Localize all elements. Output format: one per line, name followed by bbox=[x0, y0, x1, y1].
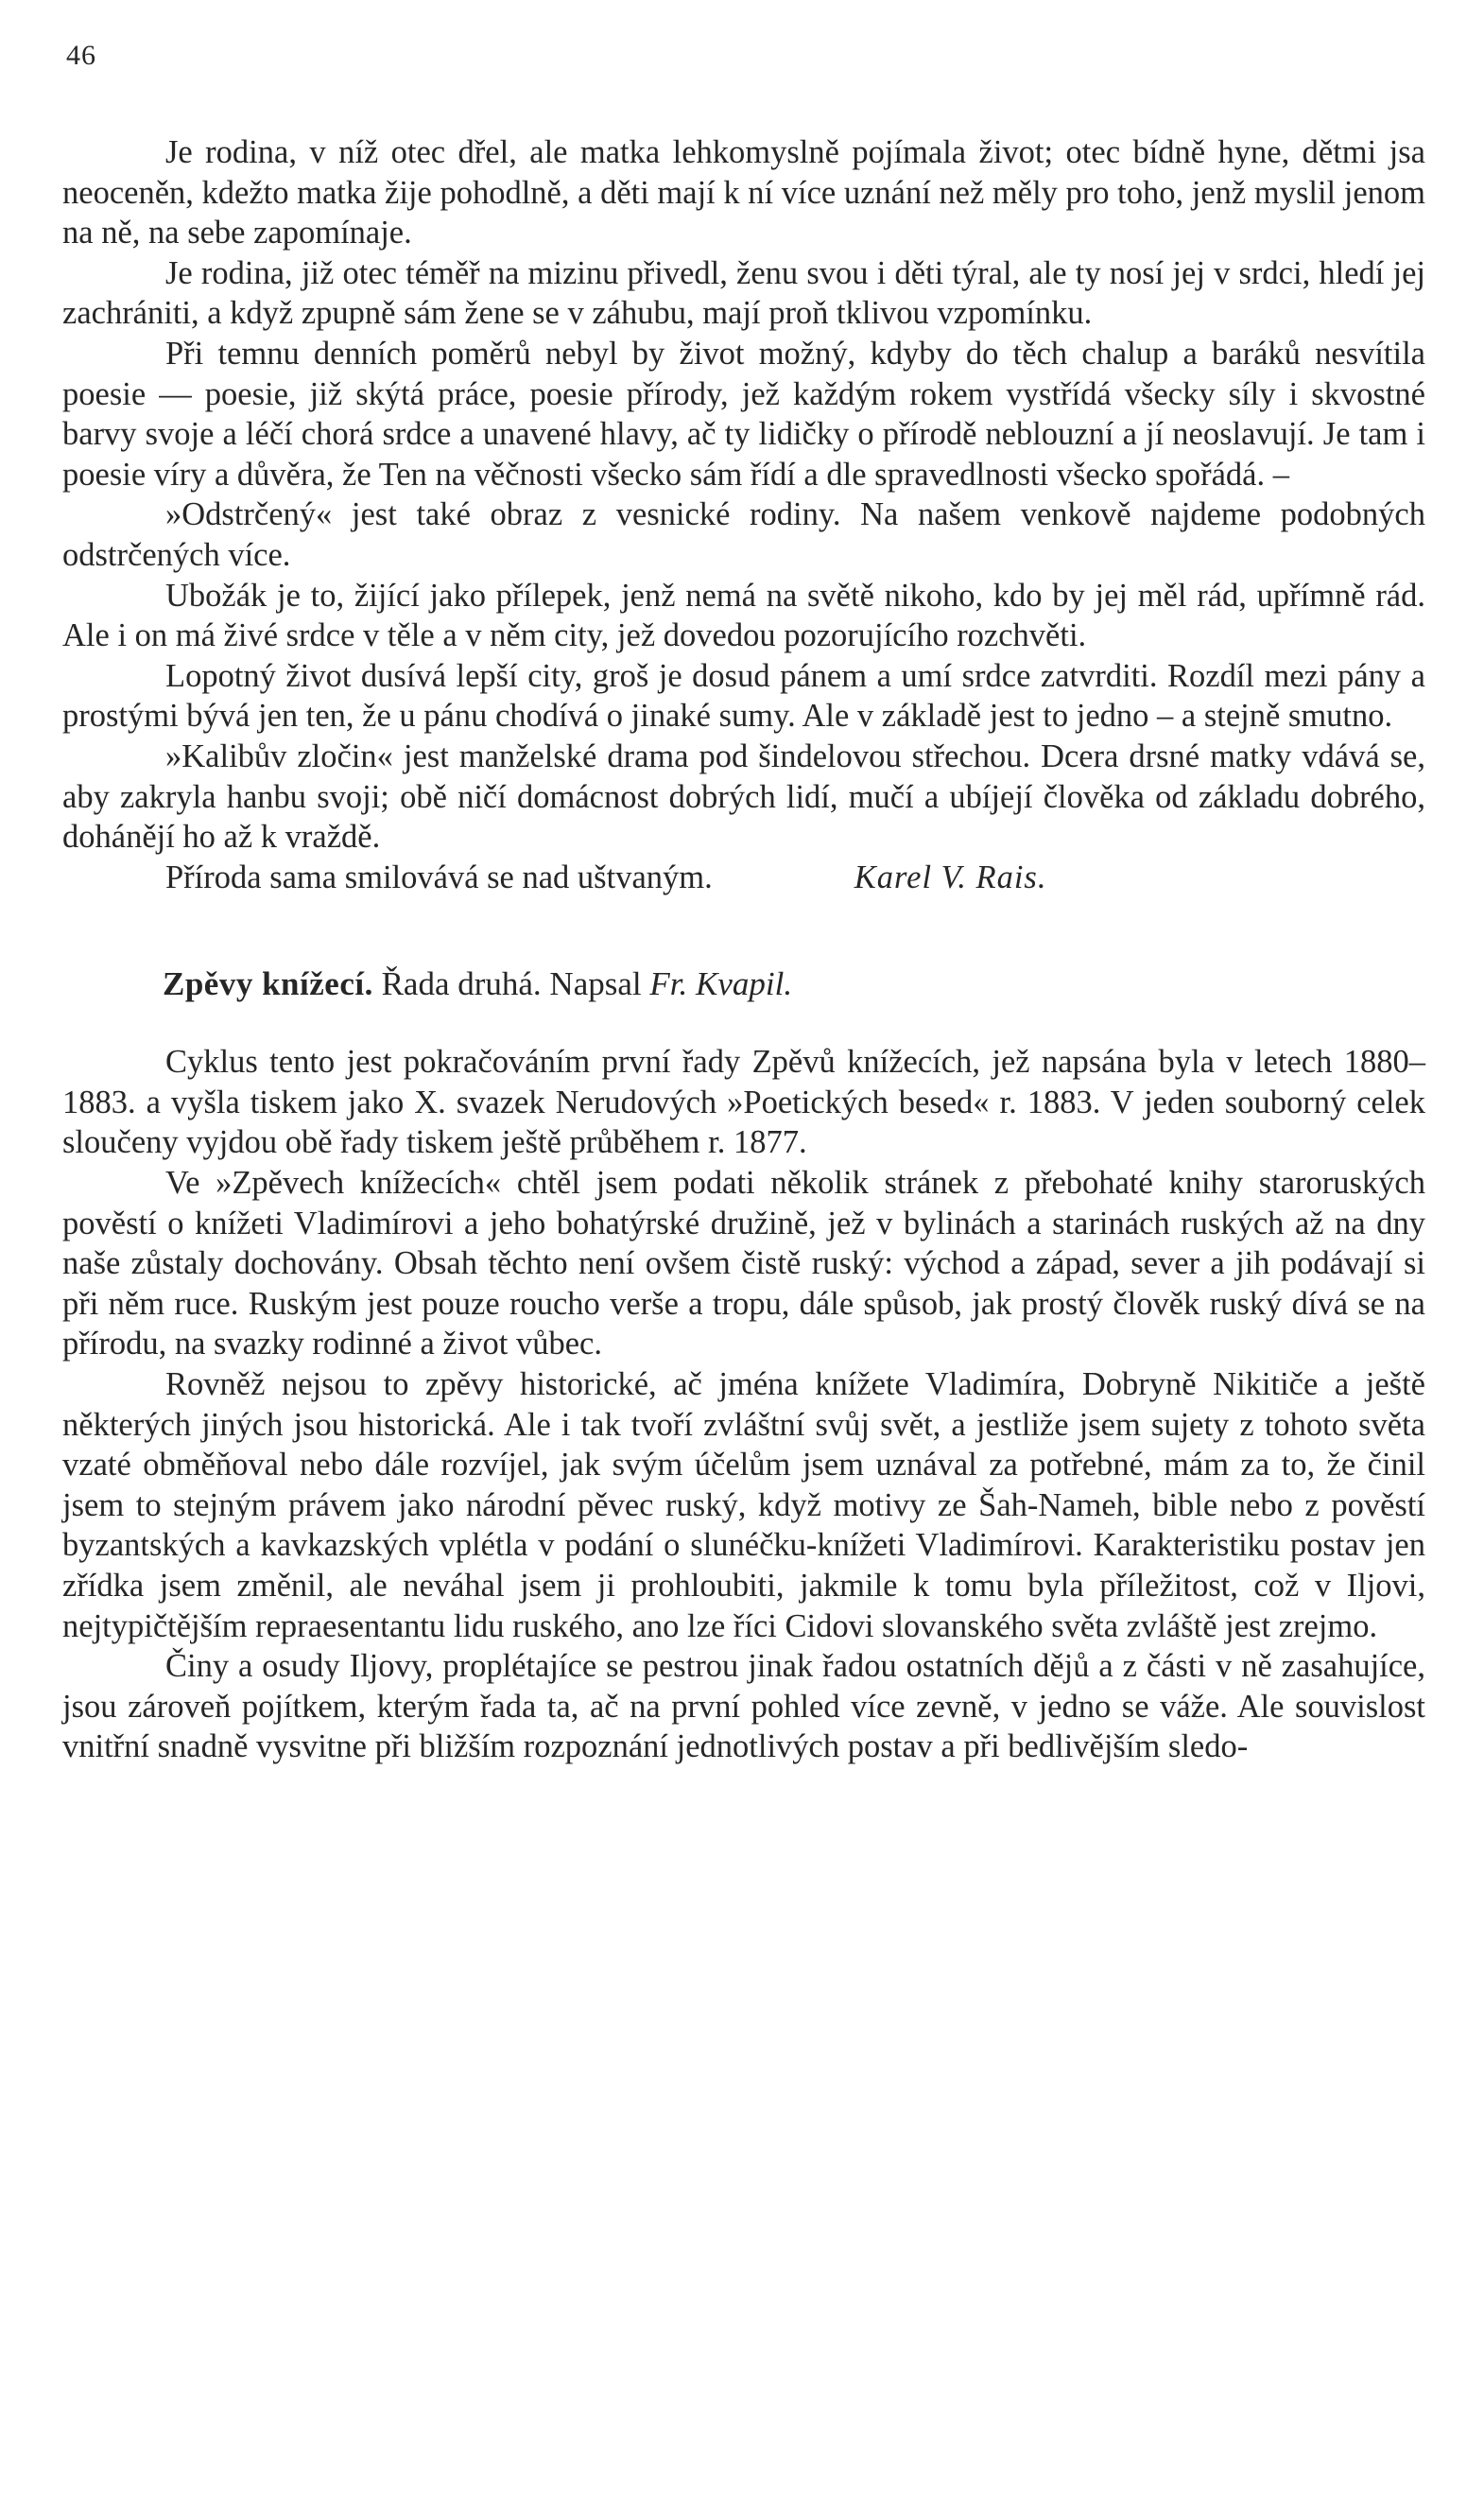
author-signature: Karel V. Rais. bbox=[854, 859, 1047, 895]
paragraph: »Odstrčený« jest také obraz z vesnické rodiny. Na našem venkově najdeme podobných odstrčených více. bbox=[62, 496, 1425, 573]
paragraph: Činy a osudy Iljovy, proplétajíce se pestrou jinak řadou ostatních dějů a z části v ně zasahujíce, jsou zároveň pojítkem, kterým řada ta, ač na první pohled více zevně, v jedno se váže. Ale souvislost vnitřní snadně vysvitne při bližším rozpoznání jednotlivých postav a při bedlivějším sledo- bbox=[62, 1648, 1425, 1765]
paragraph: Rovněž nejsou to zpěvy historické, ač jména knížete Vladimíra, Dobryně Nikitiče a ještě některých jiných jsou historická. Ale i tak tvoří zvláštní svůj svět, a jestliže jsem sujety z tohoto světa vzaté obměňoval nebo dále rozvíjel, jak svým účelům jsem uznával za potřebné, mám za to, že činil jsem to stejným právem jako národní pěvec ruský, když motivy ze Šah-Nameh, bible nebo z pověstí byzantských a kavkazských vplétla v podání o slunéčku-knížeti Vladimírovi. Karakteristiku postav jen zřídka jsem změnil, ale neváhal jsem ji prohloubiti, jakmile k tomu byla příležitost, což v Iljovi, nejtypičtějším repraesentantu lidu ruského, ano lze říci Cidovi slovanského světa zvláště jest zrejmo. bbox=[62, 1366, 1425, 1644]
closing-sentence: Příroda sama smilovává se nad uštvaným. bbox=[165, 859, 713, 895]
page-number: 46 bbox=[66, 40, 96, 71]
closing-line bbox=[62, 858, 1425, 898]
paragraph: »Kalibův zločin« jest manželské drama pod šindelovou střechou. Dcera drsné matky vdává se, aby zakryla hanbu svoji; obě ničí domácnost dobrých lidí, mučí a ubíjejí člověka od základu dobrého, dohánějí ho až k vraždě. bbox=[62, 738, 1425, 856]
paragraph: Při temnu denních poměrů nebyl by život možný, kdyby do těch chalup a baráků nesvítila poesie — poesie, již skýtá práce, poesie přírody, jež každým rokem vystřídá všecky síly i skvostné barvy svoje a léčí chorá srdce a unavené hlavy, ač ty lidičky o přírodě neblouzní a jí neoslavují. Je tam i poesie víry a důvěra, že Ten na věčnosti všecko sám řídí a dle spravedlnosti všecko spořádá. – bbox=[62, 335, 1425, 493]
paragraph: Je rodina, již otec téměř na mizinu přivedl, ženu svou i děti týral, ale ty nosí jej v srdci, hledí jej zachrániti, a když zpupně sám žene se v záhubu, mají proň tklivou vzpomínku. bbox=[62, 254, 1425, 332]
text-column bbox=[62, 132, 1425, 1767]
paragraph: Ubožák je to, žijící jako přílepek, jenž nemá na světě nikoho, kdo by jej měl rád, upřímně rád. Ale i on má živé srdce v těle a v něm city, jež dovedou pozorujícího rozchvěti. bbox=[62, 577, 1425, 654]
review-heading bbox=[62, 963, 1425, 1004]
section-gap bbox=[62, 897, 1425, 963]
paragraph: Lopotný život dusívá lepší city, groš je dosud pánem a umí srdce zatvrditi. Rozdíl mezi pány a prostými bývá jen ten, že u pánu chodívá o jinaké sumy. Ale v základě jest to jedno – a stejně smutno. bbox=[62, 657, 1425, 735]
paragraph: Ve »Zpěvech knížecích« chtěl jsem podati několik stránek z přebohaté knihy staroruských pověstí o knížeti Vladimírovi a jeho bohatýrské družině, jež v bylinách a starinách ruských až na dny naše zůstaly dochovány. Obsah těchto není ovšem čistě ruský: východ a západ, sever a jih podávají si při něm ruce. Ruským jest pouze roucho verše a tropu, dále spůsob, jak prostý člověk ruský dívá se na přírodu, na svazky rodinné a život vůbec. bbox=[62, 1165, 1425, 1362]
review-details: Řada druhá. Napsal bbox=[381, 965, 642, 1003]
paragraph: Cyklus tento jest pokračováním první řady Zpěvů knížecích, jež napsána byla v letech 1880–1883. a vyšla tiskem jako X. svazek Nerudových »Poetických besed« r. 1883. V jeden souborný celek sloučeny vyjdou obě řady tiskem ještě průběhem r. 1877. bbox=[62, 1044, 1425, 1161]
paragraph: Je rodina, v níž otec dřel, ale matka lehkomyslně pojímala život; otec bídně hyne, dětmi jsa neoceněn, kdežto matka žije pohodlně, a děti mají k ní více uznání než měly pro toho, jenž myslil jenom na ně, na sebe zapomínaje. bbox=[62, 134, 1425, 252]
review-author: Fr. Kvapil. bbox=[649, 965, 793, 1003]
review-title: Zpěvy knížecí. bbox=[163, 965, 373, 1003]
